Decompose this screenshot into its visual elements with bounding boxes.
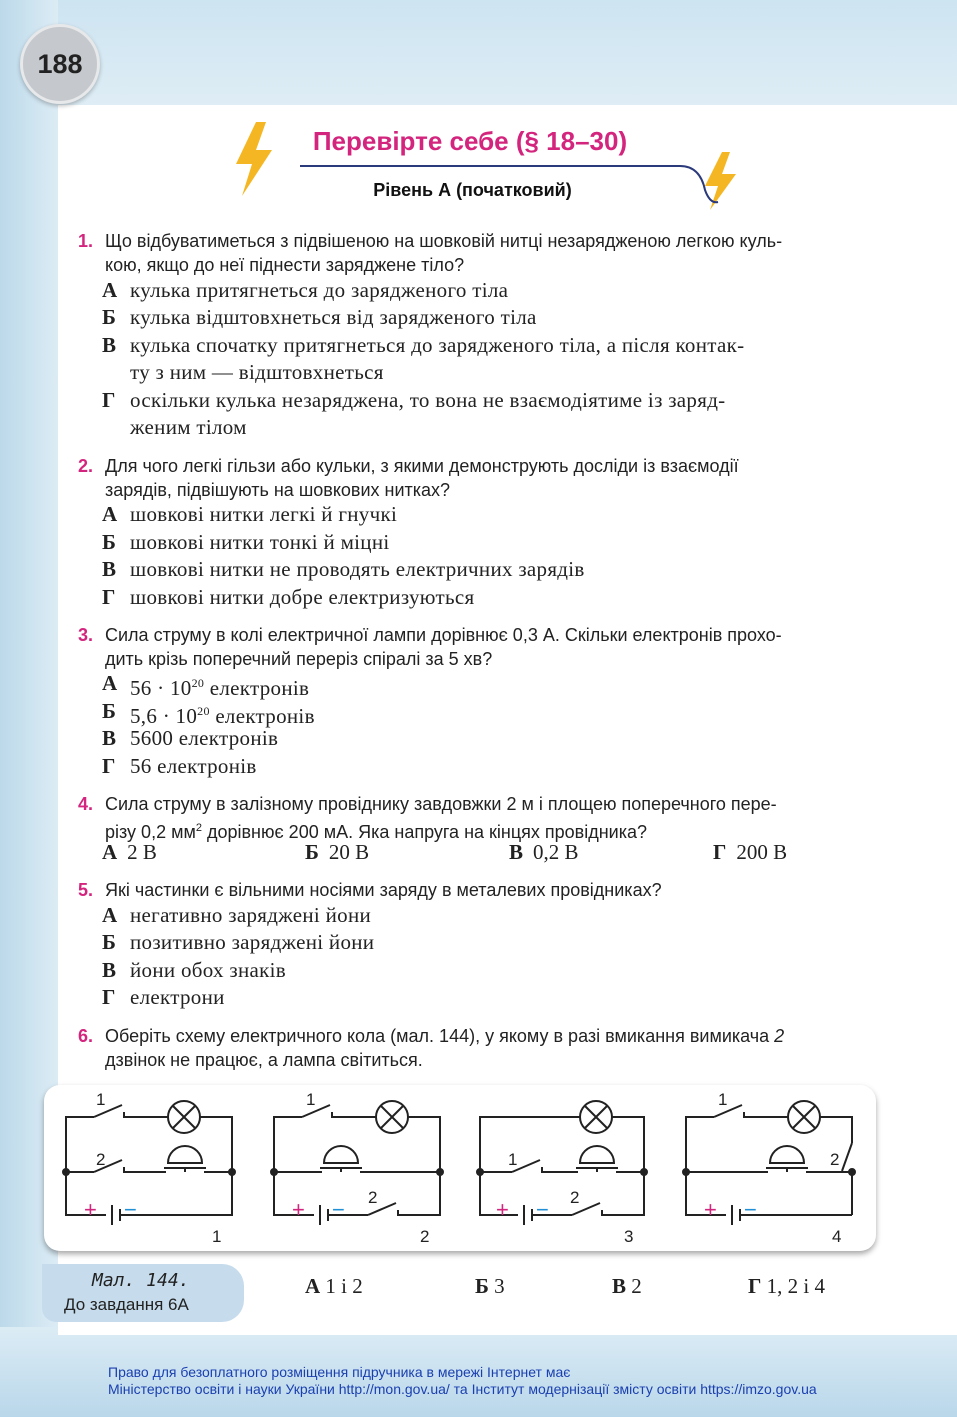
option-text: електрони [130, 985, 225, 1009]
option-letter: В [102, 958, 117, 982]
option-text: позитивно заряджені йони [130, 930, 375, 954]
exponent: 20 [197, 704, 210, 718]
option-letter: В [102, 557, 117, 581]
page-title: Перевірте себе (§ 18–30) [312, 126, 628, 156]
circuit-number: 4 [832, 1227, 842, 1246]
option-letter: Г [102, 388, 116, 412]
option-text: шовкові нитки тонкі й міцні [130, 530, 390, 554]
answer-option [509, 840, 579, 865]
page-number: 188 [20, 24, 100, 104]
copyright-footer [108, 1364, 817, 1398]
minus-sign: − [124, 1197, 137, 1222]
option-text: йони обох знаків [130, 958, 286, 982]
option-letter: Б [475, 1274, 489, 1298]
option-text: електронів [209, 704, 315, 728]
option-letter: А [102, 840, 118, 864]
question-text: Які частинки є вільними носіями заряду в металевих провідниках? [105, 880, 662, 900]
option-text: 1, 2 і 4 [766, 1274, 825, 1298]
question-number: 5. [78, 880, 94, 900]
switch-label: 2 [368, 1188, 378, 1207]
option-letter: Б [102, 305, 117, 329]
question-text: різу 0,2 мм [105, 822, 196, 842]
figure-description: До завдання 6А [64, 1295, 189, 1314]
question-number: 6. [78, 1026, 94, 1046]
figure-caption [42, 1264, 244, 1322]
option-text: женим тілом [130, 415, 247, 439]
question-text: Сила струму в залізному провіднику завдовжки 2 м і площею поперечного пере- [105, 794, 777, 814]
circuit-number: 1 [212, 1227, 222, 1246]
plus-sign: + [84, 1197, 97, 1222]
option-text: електронів [204, 676, 310, 700]
footer-line: Право для безоплатного розміщення підручника в мережі Інтернет має [108, 1364, 571, 1380]
option-letter: В [612, 1274, 627, 1298]
level-subtitle: Рівень А (початковий) [373, 180, 572, 200]
circuit-diagrams [44, 1085, 876, 1251]
option-text: ту з ним — відштовхнеться [130, 360, 384, 384]
plus-sign: + [496, 1197, 509, 1222]
minus-sign: − [744, 1197, 757, 1222]
answer-option [305, 840, 369, 865]
question-text: Для чого легкі гільзи або кульки, з якими демонструють досліди із взаємодії [105, 456, 739, 476]
option-text: 200 В [736, 840, 788, 864]
switch-label: 2 [96, 1150, 106, 1169]
option-text: негативно заряджені йони [130, 903, 372, 927]
question-number: 3. [78, 625, 94, 645]
switch-label: 1 [508, 1150, 518, 1169]
option-text: 2 В [127, 840, 157, 864]
exponent: 20 [191, 676, 205, 690]
answer-option [713, 840, 787, 865]
question-text: зарядів, підвішують на шовкових нитках? [105, 480, 451, 500]
option-text: кулька спочатку притягнеться до зарядженого тіла, а після контак- [130, 333, 745, 357]
question-text: дорівнює 200 мА. Яка напруга на кінцях провідника? [201, 822, 648, 842]
switch-label: 2 [570, 1188, 580, 1207]
minus-sign: − [332, 1197, 345, 1222]
answer-option [748, 1274, 825, 1299]
option-text: 5,6 · 10 [130, 704, 198, 728]
option-letter: А [305, 1274, 321, 1298]
minus-sign: − [536, 1197, 549, 1222]
question-text: Оберіть схему електричного кола (мал. 144), у якому в разі вмикання вимикача [105, 1026, 775, 1046]
option-text: шовкові нитки добре електризуються [130, 585, 475, 609]
answer-option [305, 1274, 363, 1299]
option-letter: А [102, 502, 118, 526]
question-text: кою, якщо до неї піднести заряджене тіло? [105, 255, 465, 275]
plus-sign: + [292, 1197, 305, 1222]
option-text: кулька притягнеться до зарядженого тіла [130, 278, 509, 302]
option-text: 5600 електронів [130, 726, 279, 750]
option-text: 56 · 10 [130, 676, 192, 700]
option-letter: В [102, 726, 117, 750]
circuit-4 [683, 1090, 855, 1246]
answer-option [102, 840, 157, 865]
option-text: 3 [494, 1274, 505, 1298]
option-letter: Б [102, 699, 117, 723]
option-letter: А [102, 671, 118, 695]
question-text: Що відбуватиметься з підвішеною на шовковій нитці незарядженою легкою куль- [105, 231, 783, 251]
plus-sign: + [704, 1197, 717, 1222]
switch-label: 1 [96, 1090, 106, 1109]
option-letter: В [509, 840, 524, 864]
option-text: 20 В [328, 840, 370, 864]
circuit-diagrams-panel [44, 1085, 876, 1251]
option-letter: В [102, 333, 117, 357]
option-text: шовкові нитки не проводять електричних зарядів [130, 557, 585, 581]
circuit-3 [477, 1101, 647, 1246]
answer-option [475, 1274, 505, 1299]
circuit-1 [63, 1090, 235, 1246]
exponent: 2 [195, 822, 202, 834]
question-text: 2 [774, 1026, 785, 1046]
option-letter: А [102, 903, 118, 927]
question-text: дить крізь поперечний переріз спіралі за 5 хв? [105, 649, 493, 669]
option-letter: Г [102, 585, 116, 609]
option-text: 0,2 В [533, 840, 579, 864]
circuit-number: 2 [420, 1227, 430, 1246]
footer-line: Міністерство освіти і науки України http://mon.gov.ua/ та Інститут модернізації змісту освіти https://imzo.gov.ua [108, 1381, 817, 1397]
circuit-number: 3 [624, 1227, 634, 1246]
option-letter: Г [748, 1274, 762, 1298]
option-text: кулька відштовхнеться від зарядженого тіла [130, 305, 537, 329]
option-text: 1 і 2 [325, 1274, 363, 1298]
option-letter: Г [102, 985, 116, 1009]
figure-label: Мал. 144. [92, 1270, 190, 1291]
option-text: шовкові нитки легкі й гнучкі [130, 502, 398, 526]
switch-label: 1 [718, 1090, 728, 1109]
option-letter: Б [102, 930, 117, 954]
option-text: оскільки кулька незаряджена, то вона не взаємодіятиме із заряд- [130, 388, 726, 412]
circuit-2 [271, 1090, 443, 1246]
switch-label: 1 [306, 1090, 316, 1109]
option-letter: Б [305, 840, 319, 864]
option-letter: Г [713, 840, 727, 864]
option-letter: Б [102, 530, 117, 554]
option-text: 56 електронів [130, 754, 257, 778]
question-number: 4. [78, 794, 94, 814]
answer-option [612, 1274, 642, 1299]
switch-label: 2 [830, 1150, 840, 1169]
question-number: 2. [78, 456, 94, 476]
question-text: Сила струму в колі електричної лампи дорівнює 0,3 А. Скільки електронів прохо- [105, 625, 782, 645]
option-text: 2 [631, 1274, 642, 1298]
option-letter: А [102, 278, 118, 302]
option-letter: Г [102, 754, 116, 778]
question-text: дзвінок не працює, а лампа світиться. [105, 1050, 423, 1070]
question-number: 1. [78, 231, 94, 251]
